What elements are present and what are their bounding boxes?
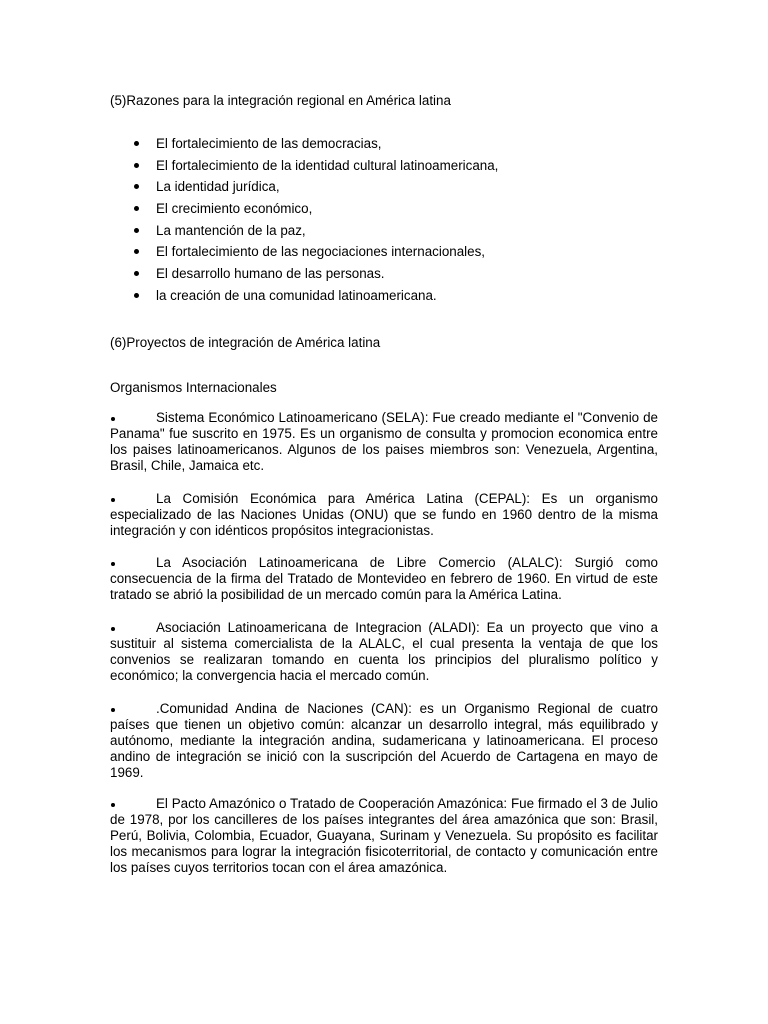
bullet-icon	[134, 228, 139, 233]
list-item-text: El fortalecimiento de las democracias,	[156, 136, 382, 151]
list-item	[110, 158, 498, 180]
list-item	[110, 136, 498, 158]
organization-text: La Asociación Latinoamericana de Libre Comercio (ALALC): Surgió como consecuencia de la firma del Tratado de Montevideo en febrero de 1960. En virtud de este tratado se abrió la posibilidad de un mercado común para la América Latina.	[110, 555, 658, 602]
bullet-icon	[111, 417, 115, 421]
bullet-icon	[134, 141, 139, 146]
list-item-text: El desarrollo humano de las personas.	[156, 266, 385, 282]
bullet-icon	[134, 206, 139, 211]
organization-text: .Comunidad Andina de Naciones (CAN): es un Organismo Regional de cuatro países que tienen un objetivo común: alcanzar un desarrollo integral, más equilibrado y autónomo, mediante la integración andina, sudamericana y latinoamericana. El proceso andino de integración se inició con la suscripción del Acuerdo de Cartagena en mayo de 1969.	[110, 701, 658, 780]
section-6-title: (6)Proyectos de integración de América latina	[110, 335, 381, 350]
bullet-icon	[134, 163, 139, 168]
organization-paragraph	[110, 701, 658, 781]
list-item-text: El fortalecimiento de la identidad cultural latinoamericana,	[156, 157, 499, 173]
bullet-icon	[134, 184, 139, 189]
bullet-icon	[134, 271, 139, 276]
bullet-icon	[111, 562, 115, 566]
list-item	[110, 244, 498, 266]
list-item-text: la creación de una comunidad latinoamericana.	[156, 287, 437, 303]
list-item	[110, 266, 498, 288]
list-item-text: El crecimiento económico,	[156, 201, 313, 217]
reasons-list	[110, 136, 498, 310]
organization-paragraph	[110, 620, 658, 684]
bullet-icon	[111, 803, 115, 807]
bullet-icon	[111, 498, 115, 502]
organization-paragraph	[110, 796, 658, 876]
bullet-icon	[111, 708, 115, 712]
bullet-icon	[134, 293, 139, 298]
bullet-icon	[134, 249, 139, 254]
organization-paragraph	[110, 410, 658, 474]
list-item	[110, 201, 498, 223]
organization-text: Asociación Latinoamericana de Integracion (ALADI): Ea un proyecto que vino a sustituir al sistema comercialista de la ALALC, el cual presenta la ventaja de que los convenios se realizaran tomando en cuenta los principios del pluralismo político y económico; la convergencia hacia el mercado común.	[110, 620, 658, 683]
list-item-text: La identidad jurídica,	[156, 179, 280, 195]
list-item	[110, 223, 498, 245]
organization-text: Sistema Económico Latinoamericano (SELA): Fue creado mediante el "Convenio de Panama" fue suscrito en 1975. Es un organismo de consulta y promocion economica entre los paises latinoamericanos. Algunos de los paises miembros son: Venezuela, Argentina, Brasil, Chile, Jamaica etc.	[110, 410, 658, 473]
organization-paragraph	[110, 491, 658, 539]
section-5-title: (5)Razones para la integración regional en América latina	[110, 93, 451, 108]
list-item	[110, 179, 498, 201]
organization-text: El Pacto Amazónico o Tratado de Cooperación Amazónica: Fue firmado el 3 de Julio de 1978, por los cancilleres de los países integrantes del área amazónica que son: Brasil, Perú, Bolivia, Colombia, Ecuador, Guayana, Surinam y Venezuela. Su propósito es facilitar los mecanismos para lograr la integración fisicoterritorial, de contacto y comunicación entre los países cuyos territorios tocan con el área amazónica.	[110, 796, 658, 875]
section-6-subtitle: Organismos Internacionales	[110, 380, 277, 395]
bullet-icon	[111, 627, 115, 631]
list-item	[110, 288, 498, 310]
list-item-text: El fortalecimiento de las negociaciones internacionales,	[156, 244, 486, 260]
organization-paragraph	[110, 555, 658, 603]
list-item-text: La mantención de la paz,	[156, 222, 306, 238]
organization-text: La Comisión Económica para América Latina (CEPAL): Es un organismo especializado de las Naciones Unidas (ONU) que se fundo en 1960 dentro de la misma integración y con idénticos propósitos integracionistas.	[110, 491, 658, 538]
